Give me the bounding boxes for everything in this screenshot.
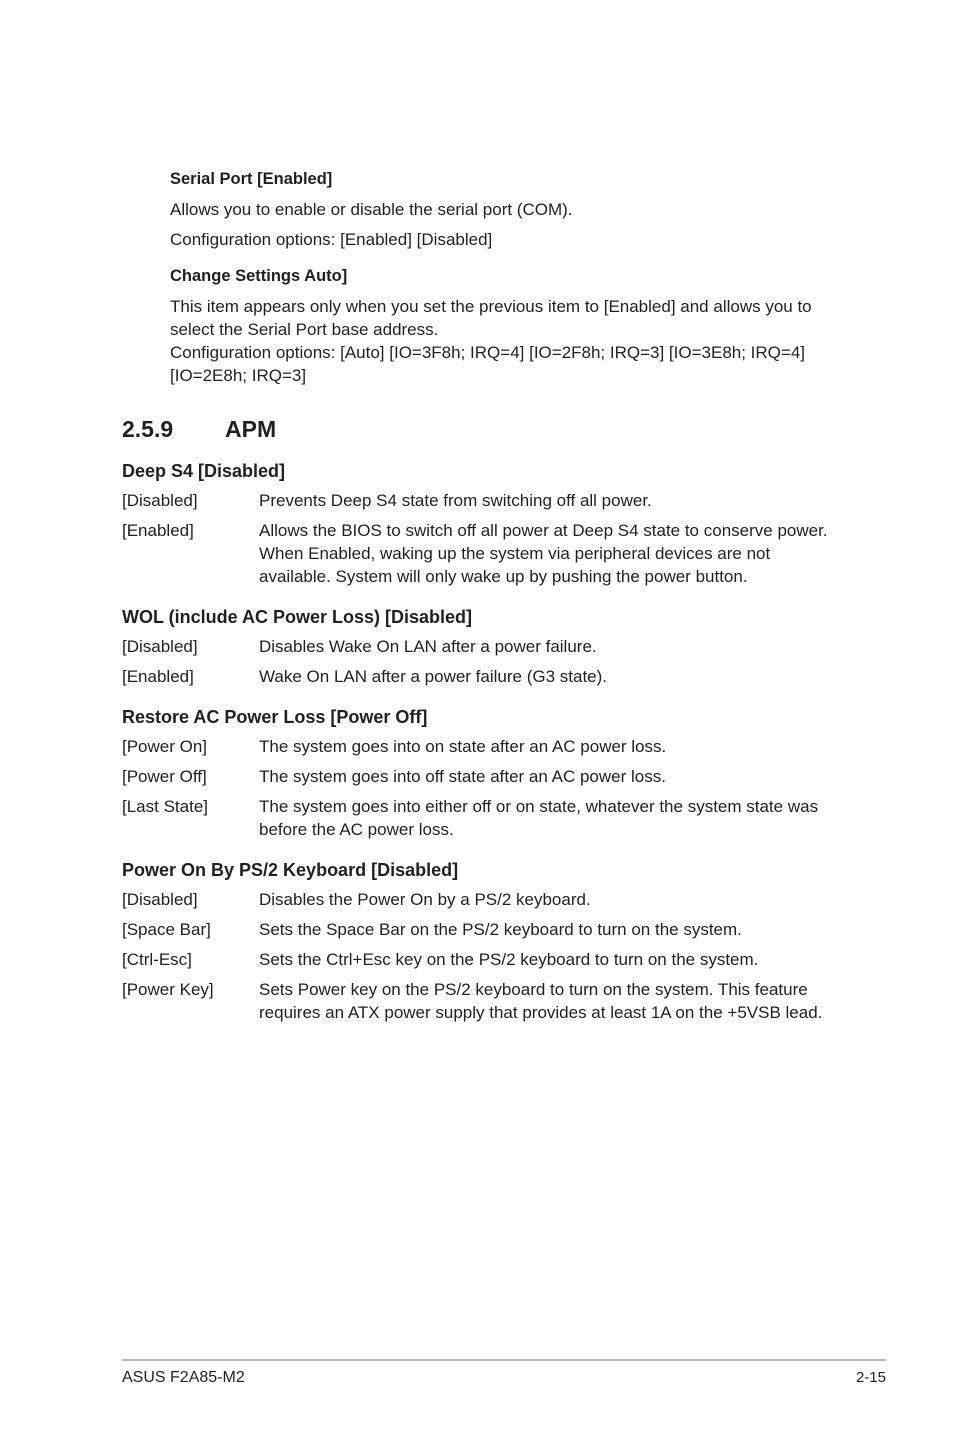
serial-port-block [170, 169, 840, 251]
option-desc: Wake On LAN after a power failure (G3 state). [259, 667, 608, 686]
option-desc: Sets Power key on the PS/2 keyboard to turn on the system. This feature requires an ATX power supply that provides at least 1A on the +5VSB lead. [259, 980, 823, 1022]
item-deep-s4 [122, 459, 842, 595]
option-row [122, 519, 842, 588]
option-desc: Sets the Space Bar on the PS/2 keyboard to turn on the system. [259, 920, 742, 939]
option-key: [Disabled] [122, 890, 198, 909]
option-key: [Power Off] [122, 767, 207, 786]
change-settings-config: Configuration options: [Auto] [IO=3F8h; IRQ=4] [IO=2F8h; IRQ=3] [IO=3E8h; IRQ=4] [IO=2E8h; IRQ=3] [170, 343, 806, 385]
option-key: [Disabled] [122, 491, 198, 510]
item-title: Deep S4 [Disabled] [122, 461, 286, 481]
option-desc: Prevents Deep S4 state from switching off all power. [259, 491, 652, 510]
option-desc: Disables the Power On by a PS/2 keyboard. [259, 890, 591, 909]
option-key: [Disabled] [122, 637, 198, 656]
option-row [122, 918, 842, 941]
footer-divider [122, 1359, 886, 1361]
option-row [122, 635, 842, 658]
item-restore-ac-power-loss [122, 705, 842, 848]
option-desc: The system goes into on state after an AC power loss. [259, 737, 667, 756]
option-row [122, 735, 842, 758]
option-key: [Ctrl-Esc] [122, 950, 192, 969]
option-desc: Disables Wake On LAN after a power failure. [259, 637, 597, 656]
option-row [122, 948, 842, 971]
option-row [122, 765, 842, 788]
item-title: Power On By PS/2 Keyboard [Disabled] [122, 860, 459, 880]
footer-page-number: 2-15 [855, 1369, 886, 1386]
item-wol [122, 605, 842, 695]
item-title: Restore AC Power Loss [Power Off] [122, 707, 428, 727]
option-key: [Power Key] [122, 980, 214, 999]
change-settings-title: Change Settings Auto] [170, 267, 348, 285]
option-desc: Sets the Ctrl+Esc key on the PS/2 keyboard to turn on the system. [259, 950, 759, 969]
option-key: [Power On] [122, 737, 208, 756]
option-key: [Enabled] [122, 521, 194, 540]
option-key: [Enabled] [122, 667, 194, 686]
section-number: 2.5.9 [122, 416, 174, 442]
item-title: WOL (include AC Power Loss) [Disabled] [122, 607, 473, 627]
change-settings-desc: This item appears only when you set the previous item to [Enabled] and allows you to select the Serial Port base address. [170, 297, 812, 339]
option-key: [Last State] [122, 797, 208, 816]
option-key: [Space Bar] [122, 920, 211, 939]
option-row [122, 665, 842, 688]
option-row [122, 978, 842, 1024]
change-settings-block [170, 266, 840, 387]
section-title: APM [225, 416, 277, 442]
footer-product-name: ASUS F2A85-M2 [122, 1369, 245, 1386]
section-heading [122, 414, 276, 444]
serial-port-title: Serial Port [Enabled] [170, 170, 333, 188]
option-row [122, 795, 842, 841]
serial-port-desc: Allows you to enable or disable the serial port (COM). [170, 200, 573, 219]
option-desc: The system goes into either off or on state, whatever the system state was before the AC power loss. [259, 797, 819, 839]
option-desc: Allows the BIOS to switch off all power at Deep S4 state to conserve power. When Enabled, waking up the system via peripheral devices are not available. System will only wake up by pushing the power button. [259, 521, 828, 586]
serial-port-config: Configuration options: [Enabled] [Disabled] [170, 230, 493, 249]
item-power-on-ps2-keyboard [122, 858, 842, 1031]
option-desc: The system goes into off state after an AC power loss. [259, 767, 666, 786]
option-row [122, 888, 842, 911]
option-row [122, 489, 842, 512]
